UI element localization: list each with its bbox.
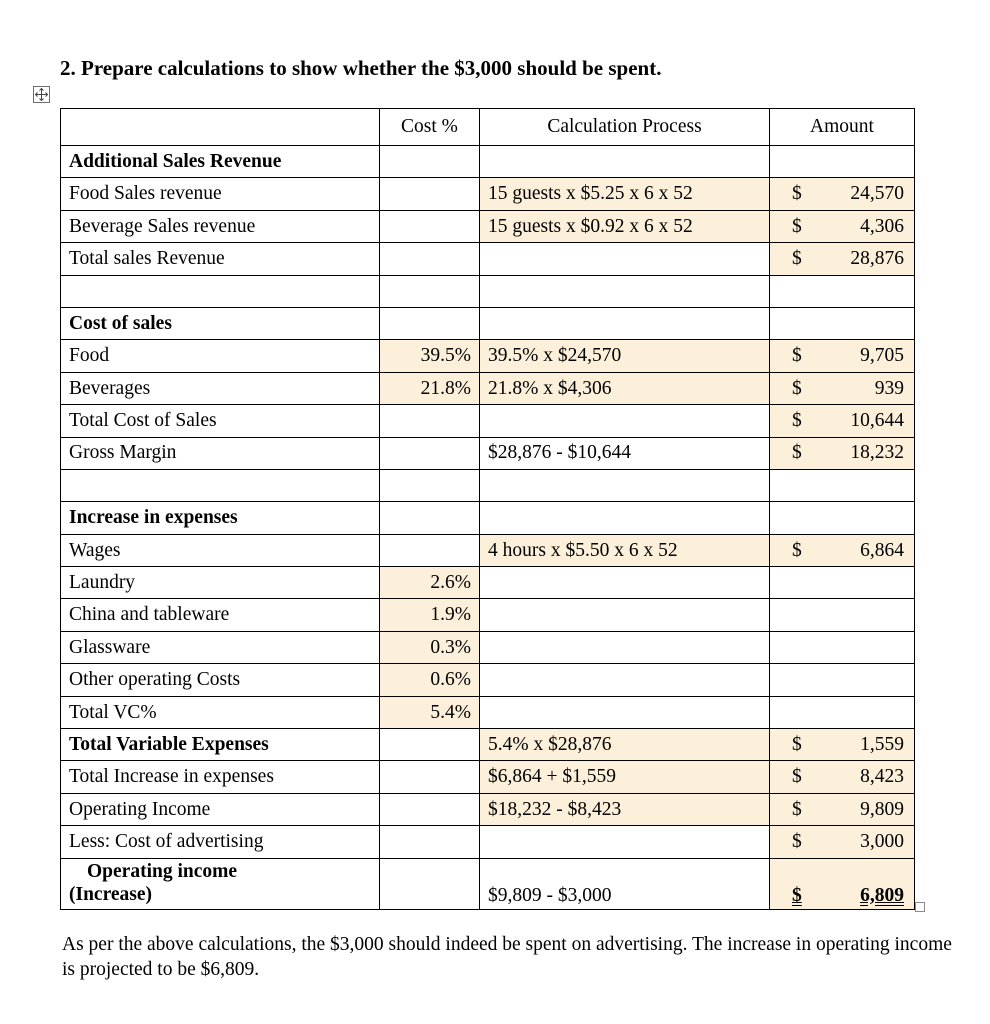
amount-cell	[770, 372, 915, 404]
table-row	[61, 340, 915, 372]
table-row	[61, 664, 915, 696]
amount-cell	[770, 405, 915, 437]
cost-pct-cell: 1.9%	[380, 599, 480, 631]
amount-value: 8,423	[860, 766, 904, 788]
row-label: Total Cost of Sales	[61, 405, 380, 437]
amount-cell	[770, 146, 915, 178]
process-cell: $18,232 - $8,423	[480, 793, 770, 825]
row-label	[61, 858, 380, 909]
header-amount: Amount	[770, 109, 915, 146]
conclusion-paragraph: As per the above calculations, the $3,000 should indeed be spent on advertising. The increase in operating income is projected to be $6,809.	[62, 934, 952, 980]
amount-cell	[770, 469, 915, 501]
amount-value: 10,644	[850, 410, 904, 432]
row-label	[61, 469, 380, 501]
table-move-handle[interactable]	[33, 86, 50, 103]
table-row	[61, 307, 915, 339]
table-resize-handle[interactable]	[915, 902, 925, 912]
row-label	[61, 275, 380, 307]
cost-pct-cell	[380, 275, 480, 307]
cost-pct-cell	[380, 729, 480, 761]
amount-cell	[770, 502, 915, 534]
amount-cell	[770, 729, 915, 761]
cost-pct-cell: 0.3%	[380, 631, 480, 663]
amount-cell	[770, 761, 915, 793]
currency-symbol: $	[792, 345, 802, 367]
table-row	[61, 469, 915, 501]
question-heading: 2. Prepare calculations to show whether the $3,000 should be spent.	[60, 56, 662, 80]
cost-pct-cell: 0.6%	[380, 664, 480, 696]
row-label: Glassware	[61, 631, 380, 663]
process-cell: 4 hours x $5.50 x 6 x 52	[480, 534, 770, 566]
amount-value: 1,559	[860, 734, 904, 755]
section-label: Cost of sales	[61, 307, 380, 339]
cost-pct-cell	[380, 469, 480, 501]
amount-cell	[770, 567, 915, 599]
currency-symbol: $	[792, 798, 802, 820]
cost-pct-cell	[380, 826, 480, 858]
table-row	[61, 146, 915, 178]
process-cell	[480, 664, 770, 696]
currency-symbol: $	[792, 885, 802, 907]
amount-cell	[770, 437, 915, 469]
cost-pct-cell	[380, 502, 480, 534]
amount-value: 9,705	[860, 345, 904, 367]
row-label: Total Increase in expenses	[61, 761, 380, 793]
process-cell: 5.4% x $28,876	[480, 729, 770, 761]
row-label: Operating Income	[61, 793, 380, 825]
amount-value: 4,306	[860, 215, 904, 237]
amount-value: 24,570	[850, 183, 904, 205]
row-label: Total Variable Expenses	[61, 729, 380, 761]
amount-value: 6,809	[860, 885, 904, 907]
amount-value: 28,876	[850, 248, 904, 270]
process-cell	[480, 696, 770, 728]
process-cell	[480, 502, 770, 534]
cost-pct-cell	[380, 178, 480, 210]
row-label: Beverage Sales revenue	[61, 210, 380, 242]
row-label-line2: (Increase)	[69, 883, 153, 905]
row-label: Food	[61, 340, 380, 372]
currency-symbol: $	[792, 766, 802, 788]
table-row	[61, 405, 915, 437]
table-row	[61, 761, 915, 793]
process-cell: 39.5% x $24,570	[480, 340, 770, 372]
amount-cell	[770, 858, 915, 909]
table-row	[61, 372, 915, 404]
table-row	[61, 243, 915, 275]
row-label-line1: Operating income	[87, 861, 238, 883]
process-cell: 15 guests x $0.92 x 6 x 52	[480, 210, 770, 242]
currency-symbol: $	[792, 442, 802, 464]
table-row	[61, 437, 915, 469]
row-label: Total VC%	[61, 696, 380, 728]
amount-cell	[770, 631, 915, 663]
currency-symbol: $	[792, 539, 802, 561]
cost-pct-cell: 21.8%	[380, 372, 480, 404]
amount-cell	[770, 275, 915, 307]
calculation-table	[60, 108, 915, 910]
currency-symbol: $	[792, 410, 802, 432]
process-cell	[480, 826, 770, 858]
process-cell	[480, 307, 770, 339]
cost-pct-cell	[380, 243, 480, 275]
amount-value: 3,000	[860, 831, 904, 853]
amount-cell	[770, 696, 915, 728]
header-calculation-process: Calculation Process	[480, 109, 770, 146]
row-label: Food Sales revenue	[61, 178, 380, 210]
section-label: Increase in expenses	[61, 502, 380, 534]
cost-pct-cell	[380, 858, 480, 909]
cost-pct-cell	[380, 437, 480, 469]
currency-symbol: $	[792, 831, 802, 853]
header-cost-pct: Cost %	[380, 109, 480, 146]
process-cell: $28,876 - $10,644	[480, 437, 770, 469]
table-row	[61, 178, 915, 210]
cost-pct-cell	[380, 761, 480, 793]
process-cell	[480, 469, 770, 501]
cost-pct-cell: 2.6%	[380, 567, 480, 599]
process-cell	[480, 243, 770, 275]
row-label: Total sales Revenue	[61, 243, 380, 275]
process-cell	[480, 275, 770, 307]
amount-cell	[770, 243, 915, 275]
process-cell: 15 guests x $5.25 x 6 x 52	[480, 178, 770, 210]
table-row	[61, 858, 915, 909]
amount-cell	[770, 307, 915, 339]
amount-value: 939	[874, 377, 904, 399]
process-cell	[480, 631, 770, 663]
row-label: Laundry	[61, 567, 380, 599]
table-row	[61, 210, 915, 242]
row-label: Other operating Costs	[61, 664, 380, 696]
amount-cell	[770, 793, 915, 825]
amount-cell	[770, 534, 915, 566]
cost-pct-cell	[380, 307, 480, 339]
cost-pct-cell: 39.5%	[380, 340, 480, 372]
cost-pct-cell	[380, 534, 480, 566]
move-icon	[35, 88, 48, 101]
table-row	[61, 631, 915, 663]
section-label: Additional Sales Revenue	[61, 146, 380, 178]
row-label: Beverages	[61, 372, 380, 404]
amount-cell	[770, 178, 915, 210]
table-row	[61, 826, 915, 858]
process-cell: $6,864 + $1,559	[480, 761, 770, 793]
table-row	[61, 599, 915, 631]
amount-value: 6,864	[860, 539, 904, 561]
table-row	[61, 696, 915, 728]
amount-cell	[770, 599, 915, 631]
table-row	[61, 729, 915, 761]
table-row	[61, 793, 915, 825]
row-label: Less: Cost of advertising	[61, 826, 380, 858]
amount-cell	[770, 664, 915, 696]
currency-symbol: $	[792, 183, 802, 205]
currency-symbol: $	[792, 248, 802, 270]
cost-pct-cell	[380, 210, 480, 242]
header-label	[61, 109, 380, 146]
table-row	[61, 275, 915, 307]
row-label: China and tableware	[61, 599, 380, 631]
amount-cell	[770, 826, 915, 858]
cost-pct-cell	[380, 793, 480, 825]
table-header-row	[61, 109, 915, 146]
process-cell	[480, 567, 770, 599]
cost-pct-cell: 5.4%	[380, 696, 480, 728]
currency-symbol: $	[792, 734, 802, 755]
table-row	[61, 534, 915, 566]
process-cell: $9,809 - $3,000	[480, 858, 770, 909]
currency-symbol: $	[792, 377, 802, 399]
row-label: Wages	[61, 534, 380, 566]
table-row	[61, 502, 915, 534]
row-label: Gross Margin	[61, 437, 380, 469]
amount-value: 18,232	[850, 442, 904, 464]
currency-symbol: $	[792, 215, 802, 237]
process-cell	[480, 599, 770, 631]
process-cell	[480, 405, 770, 437]
process-cell	[480, 146, 770, 178]
process-cell: 21.8% x $4,306	[480, 372, 770, 404]
amount-value: 9,809	[860, 798, 904, 820]
cost-pct-cell	[380, 405, 480, 437]
amount-cell	[770, 210, 915, 242]
table-row	[61, 567, 915, 599]
cost-pct-cell	[380, 146, 480, 178]
amount-cell	[770, 340, 915, 372]
